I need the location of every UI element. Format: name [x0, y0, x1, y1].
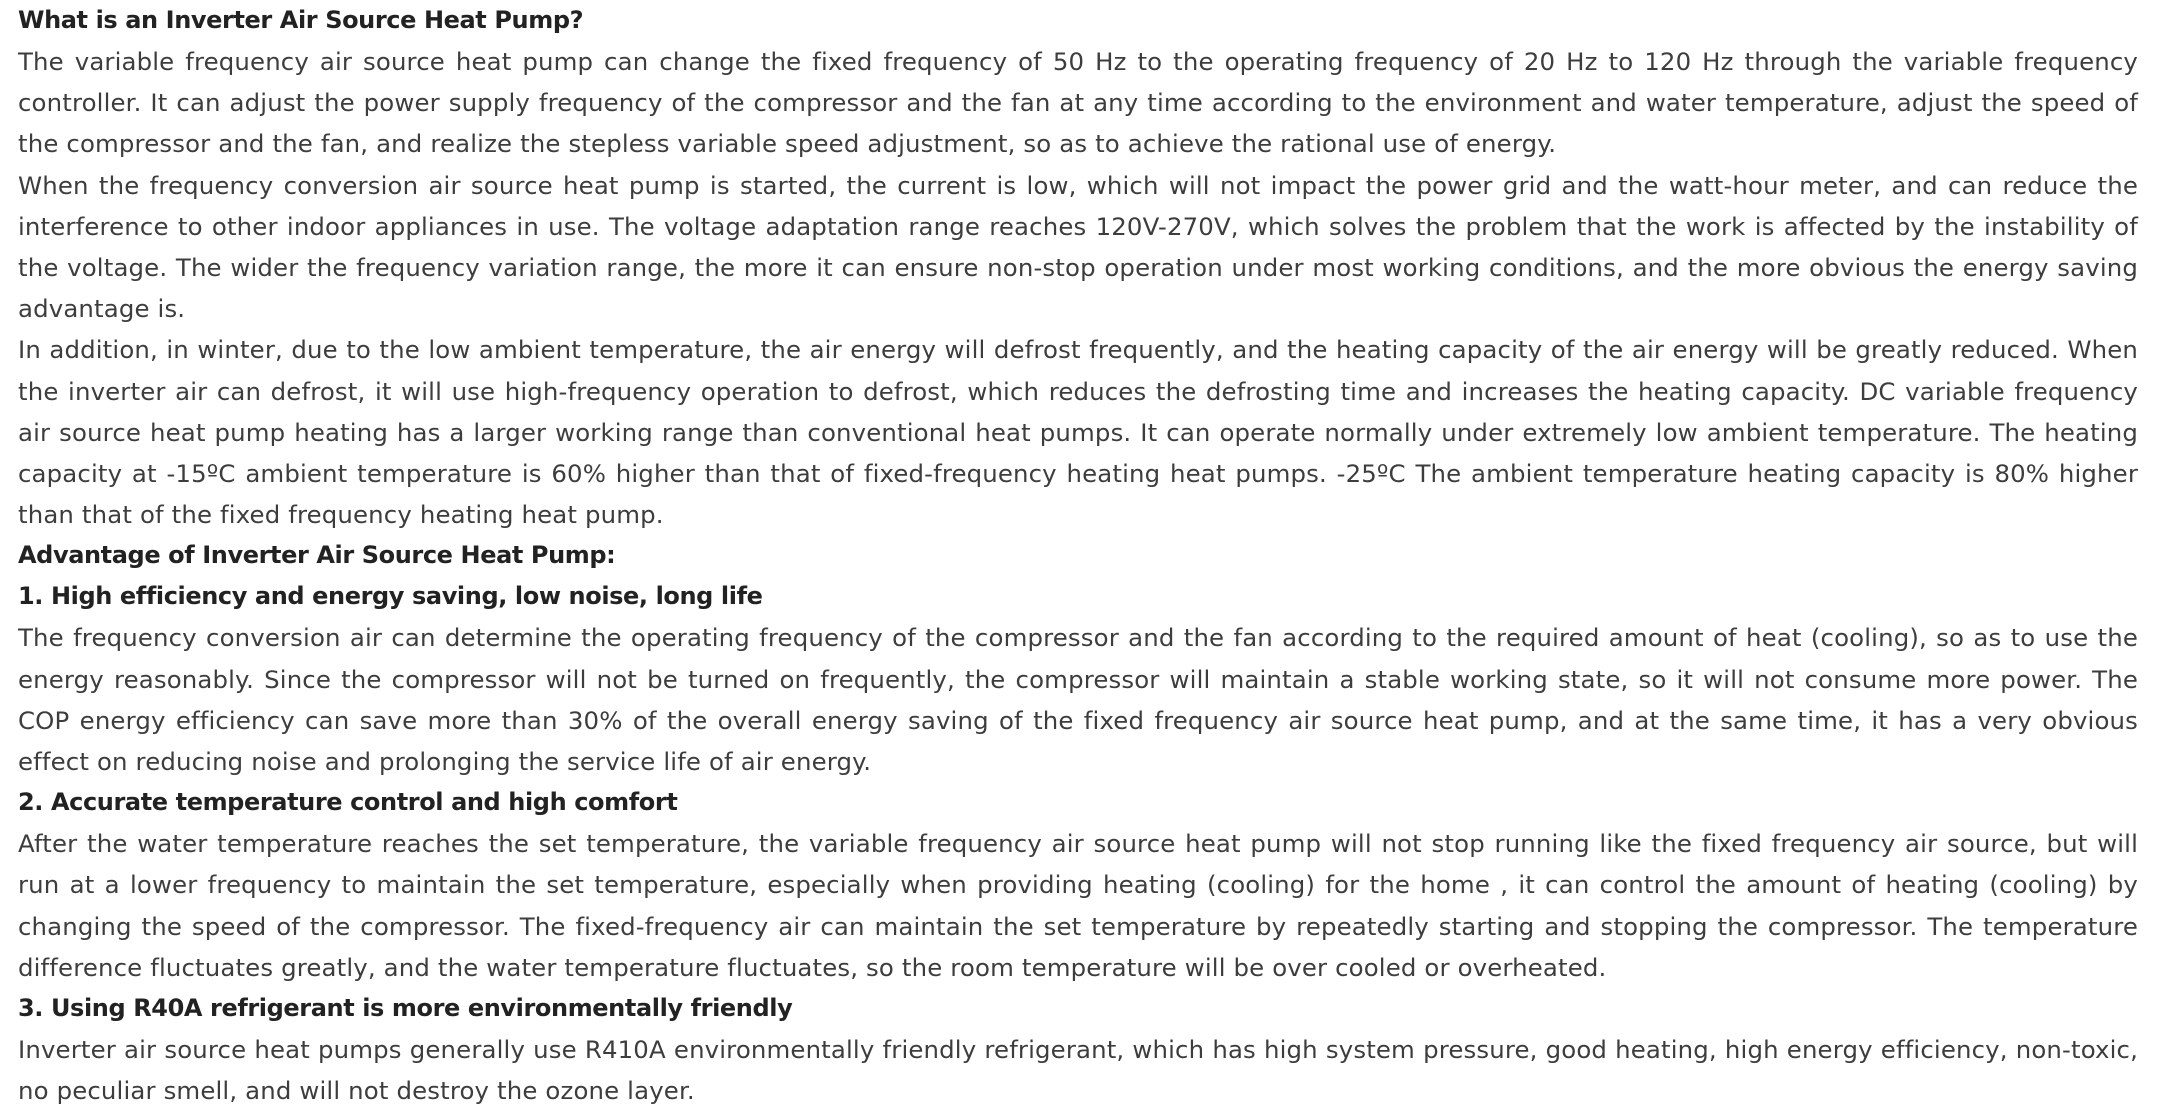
article-title: What is an Inverter Air Source Heat Pump?: [18, 6, 584, 34]
subheading-efficiency: 1. High efficiency and energy saving, low noise, long life: [18, 582, 763, 611]
section-heading-advantages: Advantage of Inverter Air Source Heat Pump:: [18, 541, 616, 570]
paragraph-efficiency: The frequency conversion air can determine the operating frequency of the compressor and the fan according to the required amount of heat (cooling), so as to use the energy reasonably. Since the compressor will not be turned on frequently, the compressor will maintain a stable working state, so it will not consume more power. The COP energy efficiency can save more than 30% of the overall energy saving of the fixed frequency air source heat pump, and at the same time, it has a very obvious effect on reducing noise and prolonging the service life of air energy.: [18, 623, 2138, 777]
paragraph-intro: The variable frequency air source heat pump can change the fixed frequency of 50 Hz to the operating frequency of 20 Hz to 120 Hz through the variable frequency controller. It can adjust the power supply frequency of the compressor and the fan at any time according to the environment and water temperature, adjust the speed of the compressor and the fan, and realize the stepless variable speed adjustment, so as to achieve the rational use of energy.: [18, 47, 2138, 159]
paragraph-temperature-control: After the water temperature reaches the set temperature, the variable frequency air source heat pump will not stop running like the fixed frequency air source, but will run at a lower frequency to maintain the set temperature, especially when providing heating (cooling) for the home , it can control the amount of heating (cooling) by changing the speed of the compressor. The fixed-frequency air can maintain the set temperature by repeatedly starting and stopping the compressor. The temperature difference fluctuates greatly, and the water temperature fluctuates, so the room temperature will be over cooled or overheated.: [18, 829, 2138, 982]
paragraph-winter: In addition, in winter, due to the low ambient temperature, the air energy will defrost frequently, and the heating capacity of the air energy will be greatly reduced. When the inverter air can defrost, it will use high-frequency operation to defrost, which reduces the defrosting time and increases the heating capacity. DC variable frequency air source heat pump heating has a larger working range than conventional heat pumps. It can operate normally under extremely low ambient temperature. The heating capacity at -15ºC ambient temperature is 60% higher than that of fixed-frequency heating heat pumps. -25ºC The ambient temperature heating capacity is 80% higher than that of the fixed frequency heating heat pump.: [18, 335, 2138, 530]
paragraph-refrigerant: Inverter air source heat pumps generally use R410A environmentally friendly refrigerant, which has high system pressure, good heating, high energy efficiency, non-toxic, no peculiar smell, and will not destroy the ozone layer.: [18, 1035, 2138, 1106]
paragraph-startup: When the frequency conversion air source heat pump is started, the current is low, which will not impact the power grid and the watt-hour meter, and can reduce the interference to other indoor appliances in use. The voltage adaptation range reaches 120V-270V, which solves the problem that the work is affected by the instability of the voltage. The wider the frequency variation range, the more it can ensure non-stop operation under most working conditions, and the more obvious the energy saving advantage is.: [18, 170, 2138, 324]
subheading-refrigerant: 3. Using R40A refrigerant is more environmentally friendly: [18, 994, 793, 1023]
subheading-temperature-control: 2. Accurate temperature control and high comfort: [18, 788, 678, 817]
